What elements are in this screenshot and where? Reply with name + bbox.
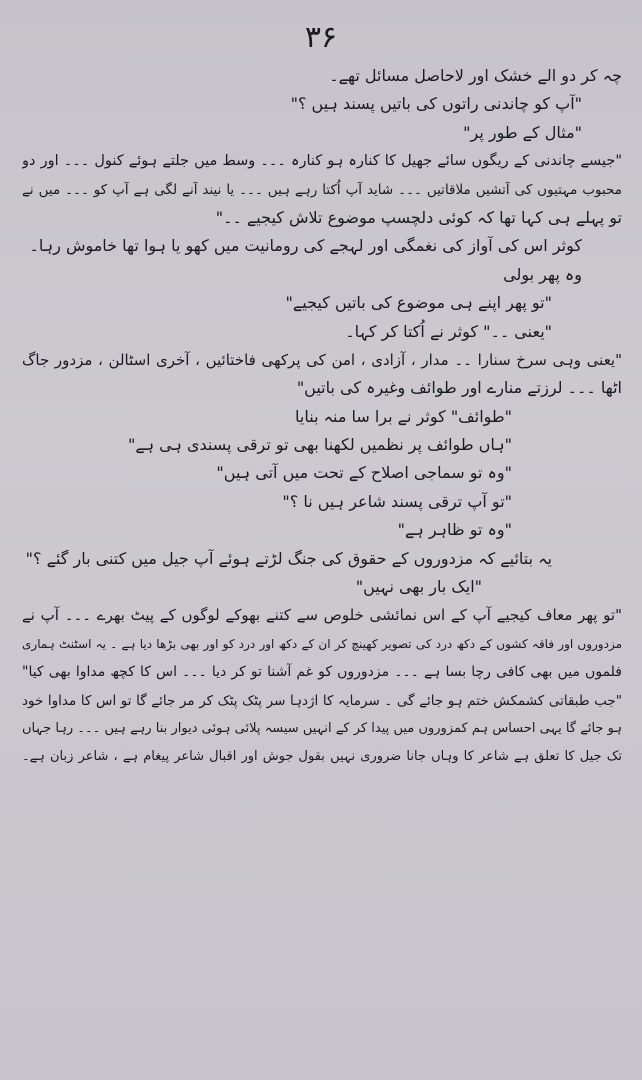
text-line: "جب طبقاتی کشمکش ختم ہو جائے گی ۔ سرمایہ کا اژدہا سر پٹک پٹک کر مر جائے گا تو اس کا مداوا خود: [22, 692, 622, 709]
text-line: "ایک بار بھی نہیں": [355, 577, 482, 597]
text-line: چہ کر دو الے خشک اور لاحاصل مسائل تھے۔: [329, 66, 622, 85]
text-line: "یعنی ۔۔" کوثر نے اُکتا کر کہا۔: [345, 321, 552, 341]
text-line: تک جیل کا تعلق ہے شاعر کا وہاں جانا ضروری نہیں بقول جوش اور اقبال شاعر پیغام ہے ، شاعر زبان ہے۔: [22, 749, 622, 765]
text-line: کوثر اس کی آواز کی نغمگی اور لہجے کی رومانیت میں کھو یا ہوا تھا خاموش رہا۔: [29, 236, 582, 256]
text-line: مزدوروں اور فاقہ کشوں کے دکھ درد کی تصویر کھینچ کر ان کے دکھ اور درد کو اور بھی بڑھا دیا ہے ۔ یہ اسٹنٹ ہماری: [22, 636, 622, 651]
text-line: "جیسے چاندنی کے ریگوں سائے جھیل کا کنارہ ہو کنارہ ۔۔۔ وسط میں جلتے ہوئے کنول ۔۔۔ اور دو: [22, 153, 622, 170]
page-number: ۳۶: [304, 20, 338, 55]
text-line: "تو پھر معاف کیجیے آپ کے اس نمائشی خلوص سے کتنے بھوکے لوگوں کے پیٹ بھرے ۔۔۔ آپ نے: [22, 606, 622, 625]
text-line: اٹھا ۔۔۔ لرزتے منارے اور طوائف وغیرہ کی باتیں": [296, 378, 622, 398]
text-line: "وہ تو سماجی اصلاح کے تحت میں آتی ہیں": [216, 463, 512, 483]
text-line: "یعنی وہی سرخ سنارا ۔۔ مدار ، آزادی ، امن کی پرکھی فاختائیں ، آخری اسٹالن ، مزدور جاگ: [22, 350, 622, 369]
text-line: تو پہلے ہی کہا تھا کہ کوئی دلچسپ موضوع تلاش کیجیے ۔۔": [215, 207, 622, 227]
text-line: "مثال کے طور پر": [463, 122, 582, 142]
text-line: "تو پھر اپنے ہی موضوع کی باتیں کیجیے": [285, 293, 552, 313]
text-line: وہ پھر بولی: [503, 264, 582, 284]
text-line: فلموں میں بھی کافی رچا بسا ہے ۔۔۔ مزدوروں کو غم آشنا تو کر دیا ۔۔۔ اس کا کچھ مداوا بھی کیا": [22, 664, 622, 681]
text-line: "ہاں طوائف پر نظمیں لکھنا بھی تو ترقی پسندی ہی ہے": [127, 435, 512, 455]
text-line: "آپ کو چاندنی راتوں کی باتیں پسند ہیں ؟": [290, 94, 582, 114]
page-body: [22, 62, 622, 772]
text-line: "وہ تو ظاہر ہے": [397, 520, 512, 540]
text-line: "طوائف" کوثر نے برا سا منہ بنایا: [295, 406, 512, 426]
text-line: ہو جائے گا یہی احساس ہم کمزوروں میں پیدا کر کے انہیں سیسہ پلائی ہوئی دیوار بنا رہے ہیں ۔۔۔ رہا جہاں: [22, 720, 622, 736]
text-line: یہ بتائیے کہ مزدوروں کے حقوق کی جنگ لڑتے ہوئے آپ جیل میں کتنی بار گئے ؟": [25, 548, 552, 568]
text-line: محبوب مہتیوں کی آتشیں ملاقاتیں ۔۔۔ شاید آپ اُکتا رہے ہیں ۔۔۔ یا نیند آنے لگی ہے آپ کو ۔۔۔ میں نے: [22, 181, 622, 198]
text-line: "تو آپ ترقی پسند شاعر ہیں نا ؟": [282, 491, 512, 511]
